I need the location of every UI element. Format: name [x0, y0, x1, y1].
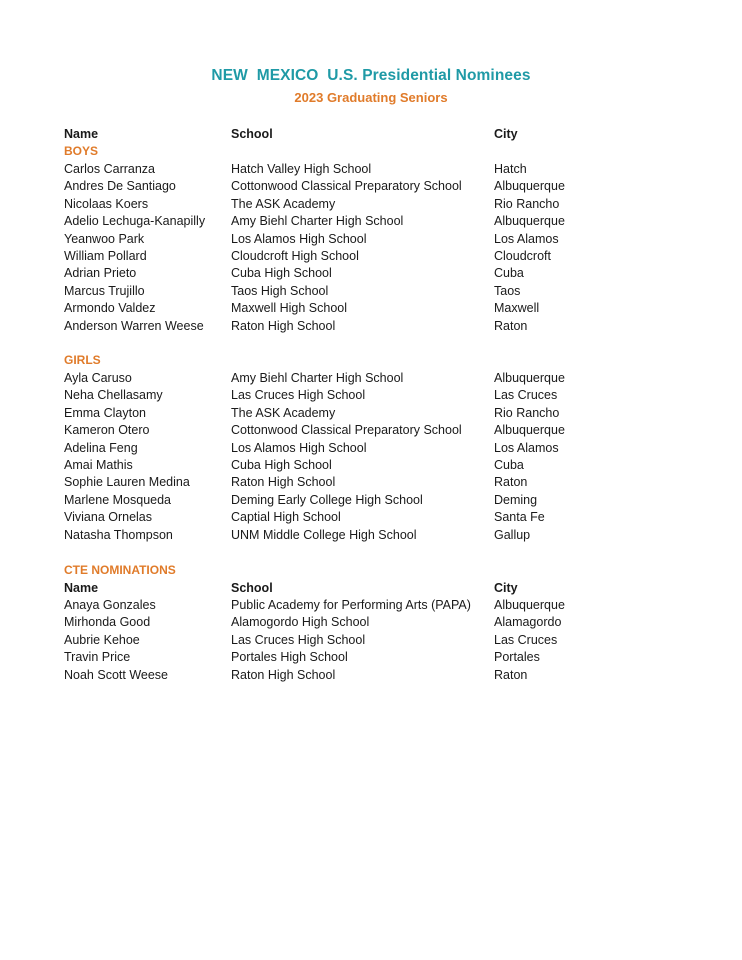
- cte-column-header-name: Name: [64, 581, 99, 595]
- table-row: [0, 632, 742, 649]
- cell-name: Amai Mathis: [64, 458, 133, 472]
- cell-school: Hatch Valley High School: [231, 162, 372, 176]
- cell-school: Taos High School: [231, 283, 329, 298]
- cell-city: Albuquerque: [494, 423, 565, 438]
- cell-name: Neha Chellasamy: [64, 388, 163, 403]
- cell-city: Rio Rancho: [494, 196, 560, 211]
- document-subtitle: 2023 Graduating Seniors: [294, 90, 448, 105]
- cell-city: Santa Fe: [494, 510, 545, 525]
- cell-school: Maxwell High School: [231, 301, 348, 316]
- table-row: [0, 265, 742, 282]
- column-header-city: City: [494, 127, 518, 141]
- table-row: [0, 300, 742, 317]
- cell-school: Public Academy for Performing Arts (PAPA): [231, 598, 471, 612]
- cell-city: Las Cruces: [494, 632, 558, 647]
- cell-city: Maxwell: [494, 301, 540, 316]
- table-row: [0, 440, 742, 457]
- cell-city: Albuquerque: [494, 371, 565, 385]
- cell-name: Anaya Gonzales: [64, 598, 156, 612]
- table-row: [0, 161, 742, 178]
- cell-school: Raton High School: [231, 667, 336, 682]
- cell-school: Amy Biehl Charter High School: [231, 214, 404, 229]
- section-label-girls: GIRLS: [64, 353, 101, 367]
- cell-school: The ASK Academy: [231, 405, 336, 420]
- cell-name: Nicolaas Koers: [64, 196, 149, 211]
- table-row: [0, 474, 742, 491]
- cell-school: Cuba High School: [231, 458, 332, 472]
- cell-city: Los Alamos: [494, 440, 559, 455]
- cte-column-header-school: School: [231, 581, 273, 595]
- cell-city: Las Cruces: [494, 388, 558, 403]
- cell-name: Anderson Warren Weese: [64, 318, 204, 333]
- cell-name: Mirhonda Good: [64, 615, 151, 630]
- cell-school: Cuba High School: [231, 266, 332, 281]
- table-row: [0, 492, 742, 509]
- cell-name: Adelio Lechuga-Kanapilly: [64, 214, 206, 229]
- cell-school: Las Cruces High School: [231, 388, 366, 403]
- cell-name: Aubrie Kehoe: [64, 632, 140, 647]
- cell-school: Captial High School: [231, 510, 341, 525]
- cell-school: Deming Early College High School: [231, 492, 423, 507]
- cell-name: Marlene Mosqueda: [64, 492, 172, 507]
- cell-city: Alamagordo: [494, 615, 562, 630]
- cell-city: Albuquerque: [494, 598, 565, 612]
- cell-city: Raton: [494, 667, 528, 682]
- cell-name: William Pollard: [64, 249, 147, 263]
- cell-name: Adrian Prieto: [64, 266, 137, 281]
- column-header: [0, 126, 742, 143]
- cell-city: Albuquerque: [494, 179, 565, 194]
- cell-name: Armondo Valdez: [64, 301, 156, 316]
- cell-school: Cloudcroft High School: [231, 249, 359, 263]
- table-row: [0, 649, 742, 666]
- table-row: [0, 457, 742, 474]
- cell-city: Cuba: [494, 266, 524, 281]
- document-title: NEW MEXICO U.S. Presidential Nominees: [211, 67, 531, 84]
- cell-school: Cottonwood Classical Preparatory School: [231, 423, 462, 438]
- cell-school: Raton High School: [231, 318, 336, 333]
- cell-name: Adelina Feng: [64, 440, 138, 455]
- cell-city: Los Alamos: [494, 231, 559, 246]
- table-row: [0, 614, 742, 631]
- cell-school: Raton High School: [231, 475, 336, 490]
- cell-city: Raton: [494, 318, 528, 333]
- cell-city: Hatch: [494, 162, 527, 176]
- table-row: [0, 597, 742, 614]
- cell-city: Albuquerque: [494, 214, 565, 229]
- cell-school: UNM Middle College High School: [231, 527, 417, 542]
- table-row: [0, 387, 742, 404]
- table-row: [0, 370, 742, 387]
- cell-city: Gallup: [494, 527, 531, 542]
- section-label-cte: CTE NOMINATIONS: [64, 563, 176, 577]
- cell-city: Portales: [494, 650, 540, 665]
- cell-school: Las Cruces High School: [231, 632, 366, 647]
- cell-school: The ASK Academy: [231, 196, 336, 211]
- cte-column-header: [0, 580, 742, 597]
- cell-school: Cottonwood Classical Preparatory School: [231, 179, 462, 194]
- cell-name: Noah Scott Weese: [64, 667, 168, 682]
- table-row: [0, 248, 742, 265]
- cell-name: Viviana Ornelas: [64, 510, 153, 525]
- table-row: [0, 667, 742, 684]
- table-row: [0, 178, 742, 195]
- cell-name: Andres De Santiago: [64, 179, 176, 194]
- table-row: [0, 231, 742, 248]
- cell-name: Kameron Otero: [64, 423, 150, 438]
- cell-city: Raton: [494, 475, 528, 490]
- cte-column-header-city: City: [494, 581, 518, 595]
- cell-name: Natasha Thompson: [64, 527, 173, 542]
- cell-city: Deming: [494, 492, 538, 507]
- table-row: [0, 527, 742, 544]
- table-row: [0, 213, 742, 230]
- cell-school: Los Alamos High School: [231, 231, 367, 246]
- cell-name: Marcus Trujillo: [64, 283, 145, 298]
- column-header-school: School: [231, 127, 273, 141]
- cell-school: Amy Biehl Charter High School: [231, 371, 404, 385]
- cell-name: Travin Price: [64, 650, 131, 665]
- table-row: [0, 196, 742, 213]
- table-row: [0, 422, 742, 439]
- cell-name: Ayla Caruso: [64, 371, 132, 385]
- table-row: [0, 318, 742, 335]
- section-label-boys: BOYS: [64, 144, 99, 158]
- cell-city: Cloudcroft: [494, 249, 551, 263]
- cell-school: Alamogordo High School: [231, 615, 370, 630]
- column-header-name: Name: [64, 127, 99, 141]
- table-row: [0, 283, 742, 300]
- cell-name: Yeanwoo Park: [64, 231, 145, 246]
- cell-school: Portales High School: [231, 650, 348, 665]
- table-row: [0, 509, 742, 526]
- cell-name: Carlos Carranza: [64, 162, 156, 176]
- cell-city: Taos: [494, 283, 521, 298]
- cell-name: Emma Clayton: [64, 405, 146, 420]
- cell-name: Sophie Lauren Medina: [64, 475, 190, 490]
- cell-city: Rio Rancho: [494, 405, 560, 420]
- cell-city: Cuba: [494, 458, 524, 472]
- table-row: [0, 405, 742, 422]
- cell-school: Los Alamos High School: [231, 440, 367, 455]
